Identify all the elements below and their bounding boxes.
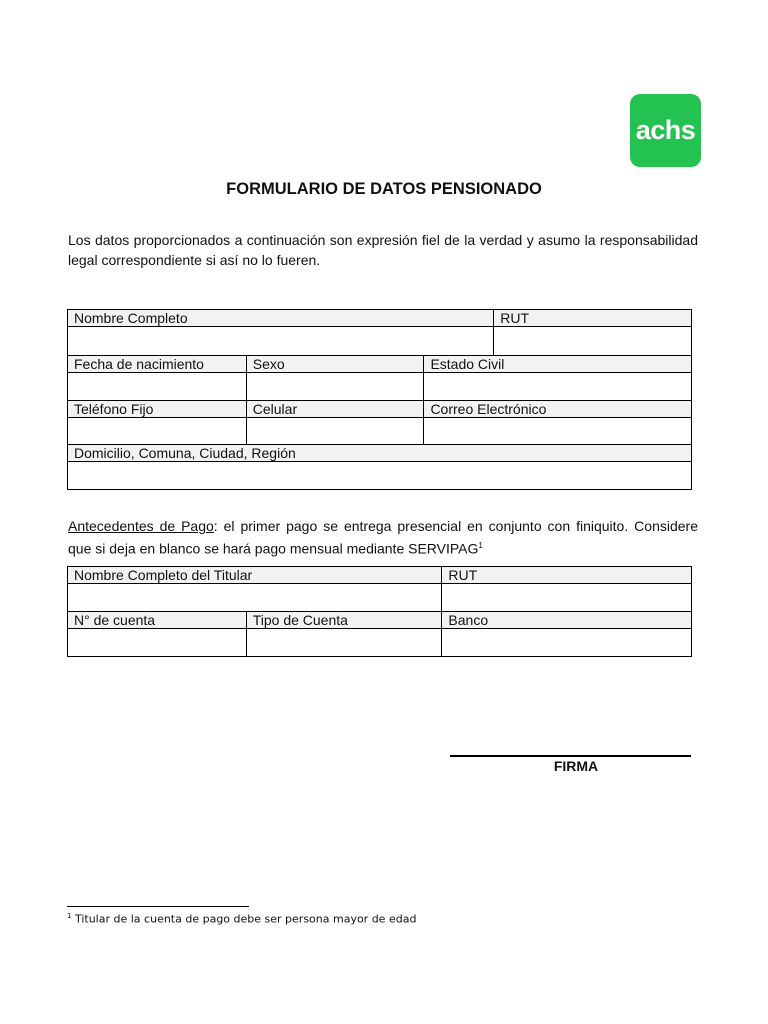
rut-label: RUT (494, 310, 692, 327)
correo-field[interactable] (424, 418, 692, 445)
footnote-ref: 1 (478, 541, 483, 550)
telefono-fijo-label: Teléfono Fijo (68, 401, 247, 418)
payment-table (67, 566, 692, 657)
payment-heading: Antecedentes de Pago (68, 518, 214, 534)
titular-rut-label: RUT (442, 567, 692, 584)
sexo-field[interactable] (246, 373, 424, 401)
payment-note (68, 516, 698, 559)
celular-field[interactable] (246, 418, 424, 445)
telefono-fijo-field[interactable] (68, 418, 247, 445)
celular-label: Celular (246, 401, 424, 418)
nombre-completo-field[interactable] (68, 327, 494, 356)
titular-label: Nombre Completo del Titular (68, 567, 442, 584)
fecha-nacimiento-field[interactable] (68, 373, 247, 401)
estado-civil-field[interactable] (424, 373, 692, 401)
intro-paragraph: Los datos proporcionados a continuación son expresión fiel de la verdad y asumo la responsabilidad legal correspondiente si así no lo fueren. (68, 232, 698, 268)
estado-civil-label: Estado Civil (424, 356, 692, 373)
tipo-cuenta-label: Tipo de Cuenta (246, 612, 442, 629)
logo-text: achs (635, 115, 696, 145)
banco-label: Banco (442, 612, 692, 629)
tipo-cuenta-field[interactable] (246, 629, 442, 657)
payment-text: : el primer pago se entrega presencial en conjunto con finiquito. Considere que si deja en blanco se hará pago mensual mediante SERVIPAG (68, 518, 698, 557)
footnote-text: Titular de la cuenta de pago debe ser persona mayor de edad (71, 912, 417, 926)
signature-label: FIRMA (553, 758, 599, 774)
correo-label: Correo Electrónico (424, 401, 692, 418)
rut-field[interactable] (494, 327, 692, 356)
footnote (67, 912, 416, 926)
achs-logo (630, 94, 701, 167)
nombre-completo-label: Nombre Completo (68, 310, 494, 327)
fecha-nacimiento-label: Fecha de nacimiento (68, 356, 247, 373)
domicilio-label: Domicilio, Comuna, Ciudad, Región (68, 445, 692, 462)
banco-field[interactable] (442, 629, 692, 657)
titular-field[interactable] (68, 584, 442, 612)
numero-cuenta-field[interactable] (68, 629, 247, 657)
footnote-number: 1 (67, 912, 72, 920)
personal-data-table (67, 309, 692, 490)
sexo-label: Sexo (246, 356, 424, 373)
titular-rut-field[interactable] (442, 584, 692, 612)
domicilio-field[interactable] (68, 462, 692, 490)
signature-line (450, 755, 691, 757)
footnote-divider (67, 906, 249, 907)
numero-cuenta-label: N° de cuenta (68, 612, 247, 629)
form-title: FORMULARIO DE DATOS PENSIONADO (226, 180, 542, 198)
